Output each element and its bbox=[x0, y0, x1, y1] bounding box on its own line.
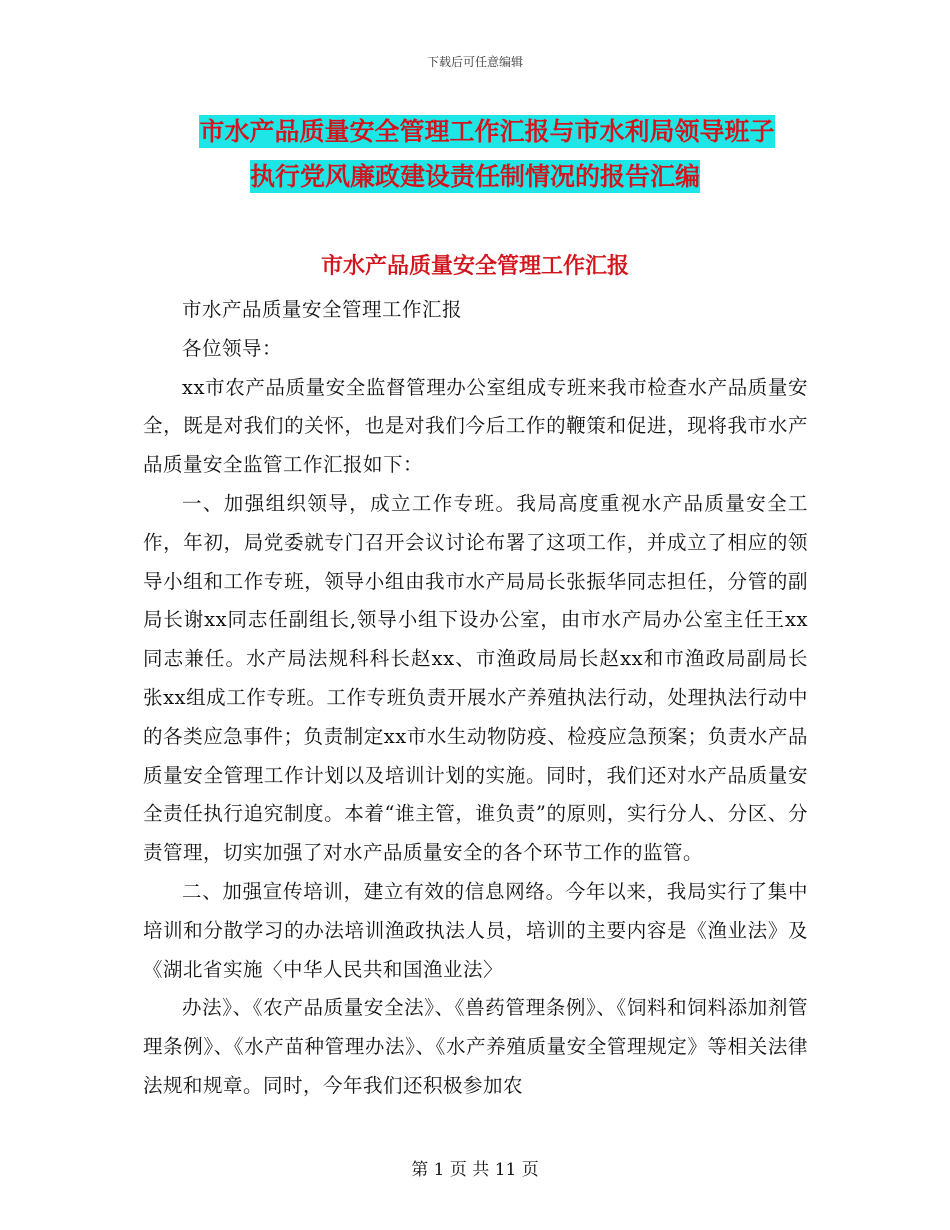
title-highlight-1: 市水产品质量安全管理工作汇报与市水利局领导班子 bbox=[199, 117, 775, 146]
page-footer: 第 1 页 共 11 页 bbox=[411, 1160, 539, 1180]
body-paragraph: 二、加强宣传培训，建立有效的信息网络。今年以来，我局实行了集中培训和分散学习的办法培训渔政执法人员，培训的主要内容是《渔业法》及《湖北省实施〈中华人民共和国渔业法〉 bbox=[143, 879, 808, 981]
header-note: 下载后可任意编辑 bbox=[426, 55, 523, 69]
document-title-line-1 bbox=[0, 112, 950, 148]
section-title: 市水产品质量安全管理工作汇报 bbox=[320, 253, 629, 279]
document-body bbox=[143, 291, 808, 1106]
body-paragraph: 市水产品质量安全管理工作汇报 bbox=[182, 298, 463, 321]
body-paragraph: 各位领导： bbox=[182, 336, 283, 360]
document-title-line-2 bbox=[0, 157, 950, 193]
title-highlight-2: 执行党风廉政建设责任制情况的报告汇编 bbox=[249, 162, 700, 191]
body-paragraph: 办法》、《农产品质量安全法》、《兽药管理条例》、《饲料和饲料添加剂管理条例》、《水产苗种管理办法》、《水产养殖质量安全管理规定》等相关法律法规和规章。同时，今年我们还积极参加农 bbox=[143, 996, 808, 1097]
body-paragraph: xx市农产品质量安全监督管理办公室组成专班来我市检查水产品质量安全，既是对我们的关怀，也是对我们今后工作的鞭策和促进，现将我市水产品质量安全监管工作汇报如下： bbox=[143, 375, 808, 477]
body-paragraph: 一、加强组织领导，成立工作专班。我局高度重视水产品质量安全工作，年初，局党委就专门召开会议讨论布署了这项工作，并成立了相应的领导小组和工作专班，领导小组由我市水产局局长张振华同志担任，分管的副局长谢xx同志任副组长,领导小组下设办公室，由市水产局办公室主任王xx同志兼任。水产局法规科科长赵xx、市渔政局局长赵xx和市渔政局副局长张xx组成工作专班。工作专班负责开展水产养殖执法行动，处理执法行动中的各类应急事件；负责制定xx市水生动物防疫、检疫应急预案；负责水产品质量安全管理工作计划以及培训计划的实施。同时，我们还对水产品质量安全责任执行追究制度。本着“谁主管，谁负责”的原则，实行分人、分区、分责管理，切实加强了对水产品质量安全的各个环节工作的监管。 bbox=[143, 491, 808, 865]
